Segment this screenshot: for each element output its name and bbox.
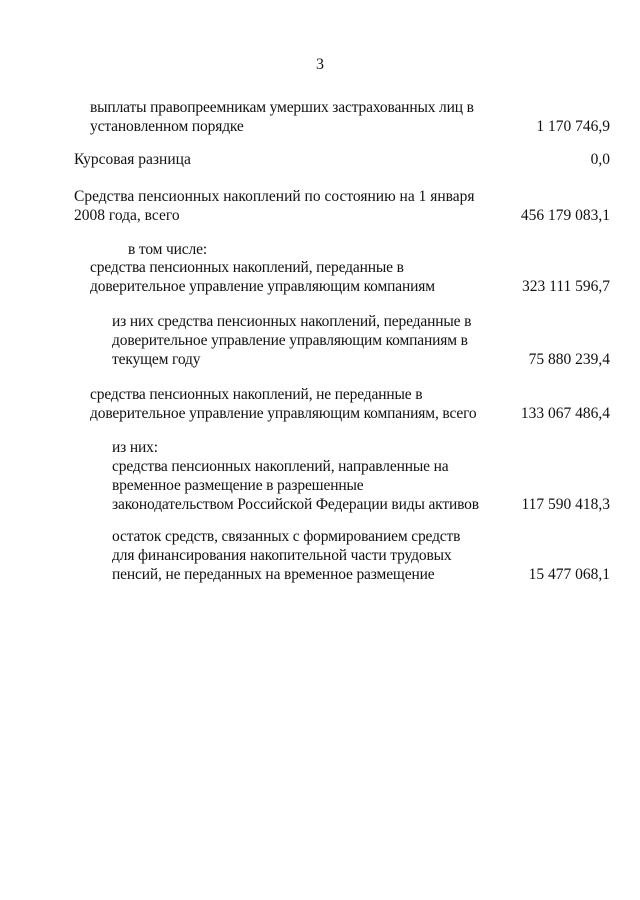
entry-not-transferred-total [0,385,640,425]
entry-remaining-funds [0,527,640,587]
entry-label: Курсовая разница [74,151,191,168]
entry-transferred-to-trust [0,258,640,298]
entry-label: из них средства пенсионных накоплений, переданные в доверительное управление управляющим компаниям в текущем году [112,313,472,368]
entry-value: 1 170 746,9 [536,118,610,135]
entry-label: средства пенсионных накоплений, переданные в доверительное управление управляющим компаниям [90,259,435,295]
entry-value: 133 067 486,4 [520,405,610,422]
entry-payments-to-successors [0,98,640,138]
page-number: 3 [316,56,324,73]
entry-value: 117 590 418,3 [521,496,610,513]
entry-value: 323 111 596,7 [522,278,610,295]
entry-value: 75 880 239,4 [528,351,610,368]
entry-value: 0,0 [590,151,610,168]
entry-label: средства пенсионных накоплений, не переданные в доверительное управление управляющим компаниям, всего [90,386,477,422]
entry-transferred-current-year [0,312,640,372]
entry-including-heading [0,240,640,260]
entry-temporary-placement [0,438,640,518]
entry-label: выплаты правопреемникам умерших застрахованных лиц в установленном порядке [90,99,474,135]
entry-exchange-difference [0,150,640,170]
entry-value: 15 477 068,1 [528,566,610,583]
entry-value: 456 179 083,1 [520,207,610,224]
entry-pension-savings-total [0,187,640,227]
entry-label: из них: средства пенсионных накоплений, направленные на временное размещение в разрешенные законодательством Российской Федерации виды активов [112,439,479,513]
entry-label: в том числе: [128,241,207,258]
entry-label: остаток средств, связанных с формированием средств для финансирования накопительной части трудовых пенсий, не переданных на временное размещение [112,528,461,583]
entry-label: Средства пенсионных накоплений по состоянию на 1 января 2008 года, всего [74,188,475,224]
